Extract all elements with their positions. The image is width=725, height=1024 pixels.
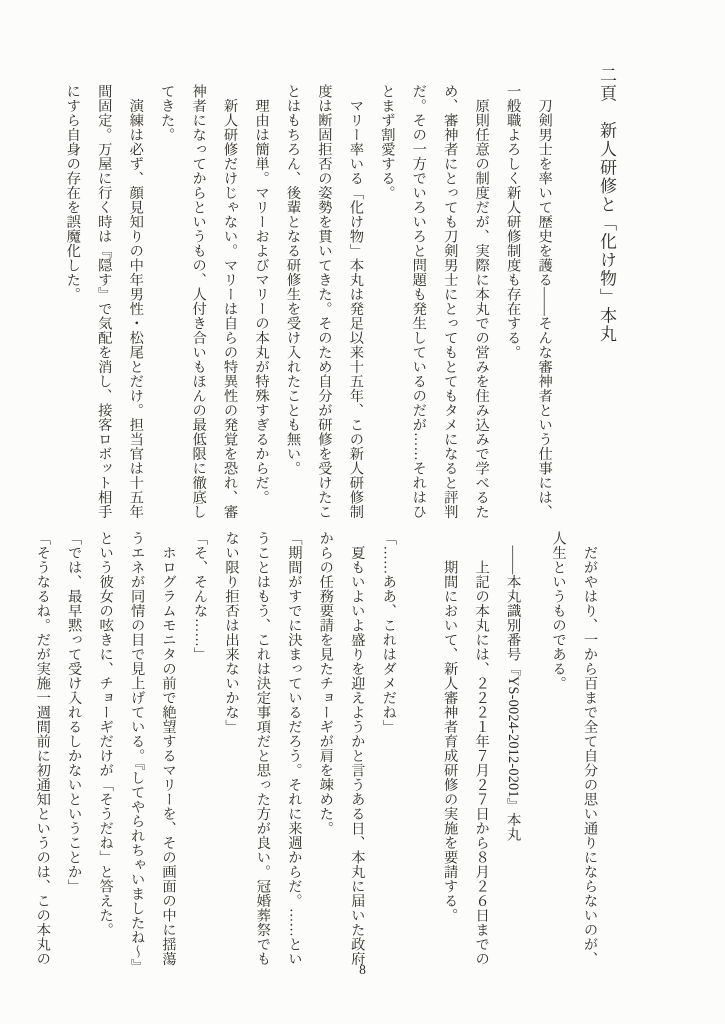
paragraph: 演練は必ず、顔見知りの中年男性・松尾とだけ。担当官は十五年間固定。万屋に行く時は『隠す』で気配を消し、接客ロボット相手にすら自身の存在を誤魔化した。 [64, 84, 144, 519]
chapter-title: 二頁 新人研修と「化け物」本丸 [597, 66, 616, 344]
paragraph: 原則任意の制度だが、実際に本丸での営みを住み込みで学べるため、審神者にとっても刀剣男士にとってもとてもタメになると評判だ。その一方でいろいろと問題も発生しているのだが……それはひとまず割愛する。 [379, 84, 490, 519]
lower-text-band [26, 531, 605, 973]
dialogue-line: 「では、最早黙って受け入れるしかないということか」 [66, 531, 83, 894]
dialogue-line: 「そ、そんな……」 [192, 531, 209, 662]
upper-body-text [56, 66, 559, 530]
dialogue-line: 「そうなるね。だが実施一週間前に初通知というのは、この本丸の [34, 531, 51, 966]
notice-attribution-line: ――本丸識別番号『YS-0024-2012-0201』本丸 [505, 531, 522, 842]
page-number: 8 [359, 962, 366, 977]
paragraph: 刀剣男士を率いて歴史を護る――そんな審神者という仕事には、一般職よろしく新人研修制度も存在する。 [505, 84, 553, 519]
dialogue-line: 「……ああ、これはダメだね」 [380, 531, 397, 734]
paragraph: だがやはり、一から百まで全て自分の思い通りにならないのが、人生というものである。 [550, 531, 598, 966]
paragraph: マリー率いる「化け物」本丸は発足以来十五年、この新人研修制度は断固拒否の姿勢を貫いてきた。そのため自分が研修を受けたことはもちろん、後輩となる研修生を受け入れたことも無い。 [284, 84, 364, 519]
paragraph: 夏もいよいよ盛りを迎えようかと言うある日、本丸に届いた政府からの任務要請を見たチョーギが肩を竦めた。 [317, 531, 366, 966]
paragraph: 理由は簡単。マリーおよびマリーの本丸が特殊すぎるからだ。 [253, 84, 270, 505]
upper-text-band [56, 66, 655, 530]
notice-quote-block: 上記の本丸には、２２２１年７月２７日から８月２６日までの期間において、新人審神者育成研修の実施を要請する。 [442, 560, 490, 966]
paragraph: 新人研修だけじゃない。マリーは自らの特異性の発覚を恐れ、審神者になってからというもの、人付き合いもほんの最低限に徹底してきた。 [159, 84, 239, 519]
paragraph: ホログラムモニタの前で絶望するマリーを、その画面の中に揺蕩うエネが同情の目で見上げている。『してやられちゃいましたね～』という彼女の呟きに、チョーギだけが「そうだね」と答えた。 [97, 531, 177, 967]
dialogue-line: 「期間がすでに決まっているだろう。それに来週からだ。……ということはもう、これは決定事項だと思った方が良い。冠婚葬祭でもない限り拒否は出来ないかな」 [223, 531, 303, 966]
